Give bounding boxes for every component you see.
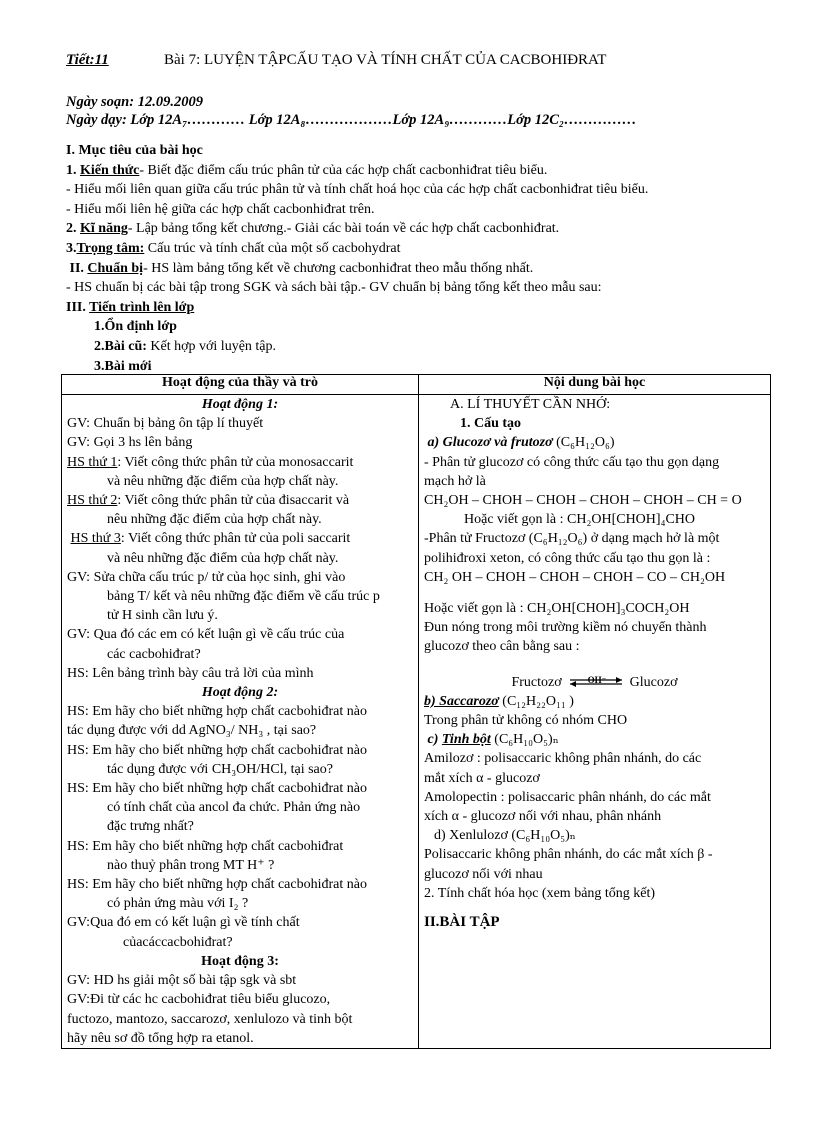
left-line: HS: Lên bảng trình bày câu trả lời của mình	[67, 665, 314, 681]
step-1: 1.Ổn định lớp	[94, 319, 177, 335]
knowledge-line: 1. Kiến thức- Biết đặc điểm cấu trúc phân tử của các hợp chất cacbonhiđrat tiêu biểu.	[66, 162, 548, 178]
col-header-content: Nội dung bài học	[419, 375, 771, 395]
lesson-table	[61, 374, 771, 1049]
right-line: polihiđroxi xeton, có công thức cấu tạo thu gọn là :	[424, 550, 711, 566]
content-cell	[419, 395, 771, 1049]
right-line: - Phân tử glucozơ có công thức cấu tạo thu gọn dạng	[424, 454, 720, 470]
left-line: GV: Sửa chữa cấu trúc p/ tử của học sinh, ghi vào	[67, 569, 346, 585]
exercises-heading: II.BÀI TẬP	[424, 914, 500, 931]
theory-heading: A. LÍ THUYẾT CẦN NHỚ:	[450, 397, 611, 412]
right-line: Hoặc viết gọn là : CH₂OH[CHOH]₄CHO	[464, 512, 696, 528]
left-line: GV: Gọi 3 hs lên bảng	[67, 435, 193, 451]
fructose-formula: CH₂ OH – CHOH – CHOH – CHOH – CO – CH₂OH	[424, 569, 726, 585]
skills-line: 2. Kĩ năng- Lập bảng tổng kết chương.- Giải các bài toán về các hợp chất cacbonhiđrat.	[66, 221, 560, 237]
step-2: 2.Bài cũ: Kết hợp với luyện tập.	[94, 338, 277, 354]
lesson-number: Tiết:11	[66, 52, 109, 68]
step-3: 3.Bài mới	[94, 358, 152, 374]
teach-date: Ngày dạy: Lớp 12A₇………… Lớp 12A₈………………Lớp 12A₉…………Lớp 12C₂……………	[66, 112, 637, 128]
left-line: và nêu những đặc điểm của hợp chất này.	[107, 550, 339, 566]
left-line: HS: Em hãy cho biết những hợp chất cacbohiđrat nào	[67, 877, 367, 893]
left-line: bảng T/ kết và nêu những đặc điểm về cấu trúc p	[107, 589, 380, 605]
right-line: glucozơ nối với nhau	[424, 866, 543, 882]
right-line: Đun nóng trong môi trường kiềm nó chuyển thành	[424, 620, 707, 636]
left-line: GV: Qua đó các em có kết luận gì về cấu trúc của	[67, 627, 345, 643]
left-line: tác dụng được với dd AgNO₃/ NH₃ , tại sao?	[67, 723, 317, 739]
catalyst-label: OH⁻	[587, 675, 607, 686]
left-line: GV: HD hs giải một số bài tập sgk và sbt	[67, 973, 297, 989]
preparation-line: II. Chuẩn bị- HS làm bảng tổng kết về chương cacbonhiđrat theo mẫu thống nhất.	[69, 260, 534, 276]
left-line: GV:Đi từ các hc cacbohiđrat tiêu biểu glucozo,	[67, 992, 331, 1008]
left-line: và nêu những đặc điểm của hợp chất này.	[107, 473, 339, 489]
right-line: Trong phân tử không có nhóm CHO	[424, 713, 628, 729]
right-line: glucozơ theo cân bằng sau :	[424, 639, 580, 655]
lesson-dates	[66, 93, 637, 129]
left-line: các cacbohiđrat?	[107, 646, 201, 662]
objectives-section	[66, 141, 766, 376]
right-line: Amilozơ : polisaccaric không phân nhánh, do các	[424, 751, 702, 767]
left-line: HS: Em hãy cho biết những hợp chất cacbohiđrat nào	[67, 781, 367, 797]
right-line: Polisaccaric không phân nhánh, do các mắt xích β -	[424, 847, 713, 863]
left-line: đặc trưng nhất?	[107, 819, 194, 835]
left-line: HS thứ 3: Viết công thức phân tử của poli saccarit	[70, 531, 351, 547]
structure-heading: 1. Cấu tạo	[460, 416, 522, 432]
left-line: củacáccacbohiđrat?	[123, 934, 233, 950]
chemical-properties-line: 2. Tính chất hóa học (xem bảng tổng kết)	[424, 885, 656, 901]
starch-heading: c) Tinh bột (C₆H₁₀O₅)ₙ	[427, 732, 559, 748]
cellulose-heading: d) Xenlulozơ (C₆H₁₀O₅)ₙ	[434, 828, 576, 844]
right-line: Amolopectin : polisaccaric phân nhánh, do các mắt	[424, 789, 711, 805]
table-body-row	[62, 395, 771, 1049]
left-line: tác dụng được với CH₃OH/HCl, tại sao?	[107, 761, 333, 777]
left-line: nào thuỷ phân trong MT H⁺ ?	[107, 857, 275, 873]
knowledge-line-2: - Hiểu mối liên quan giữa cấu trúc phân tử và tính chất hoá học của các hợp chất cacbonhiđrat tiêu biểu.	[66, 182, 649, 198]
left-line: HS thứ 2: Viết công thức phân tử của đisaccarit và	[67, 493, 350, 509]
right-line: mắt xích α - glucozơ	[424, 770, 540, 786]
left-line: có tính chất của ancol đa chức. Phản ứng nào	[107, 800, 361, 816]
equilibrium-arrow-icon	[566, 675, 626, 689]
glucose-fructose-heading: a) Glucozơ và frutozơ (C₆H₁₂O₆)	[427, 435, 615, 451]
left-line: HS: Em hãy cho biết những hợp chất cacbohiđrat nào	[67, 704, 367, 720]
left-line: HS: Em hãy cho biết những hợp chất cacbohiđrat nào	[67, 742, 367, 758]
fructose-label: Fructozơ	[511, 674, 562, 690]
activity-1-heading: Hoạt động 1:	[201, 397, 279, 412]
left-line: nêu những đặc điểm của hợp chất này.	[107, 512, 322, 528]
activity-2-heading: Hoạt động 2:	[201, 685, 279, 701]
left-line: hãy nêu sơ đồ tổng hợp ra etanol.	[67, 1030, 254, 1046]
lesson-title: Bài 7: LUYỆN TẬPCẤU TẠO VÀ TÍNH CHẤT CỦA CACBOHIĐRAT	[164, 52, 607, 68]
focus-line: 3.Trọng tâm: Cấu trúc và tính chất của một số cacbohydrat	[66, 240, 401, 256]
col-header-activities: Hoạt động của thầy và trò	[62, 375, 419, 395]
lesson-header	[66, 52, 766, 69]
left-line: tử H sinh cần lưu ý.	[107, 608, 218, 624]
knowledge-line-3: - Hiểu mối liên hệ giữa các hợp chất cacbonhiđrat trên.	[66, 201, 375, 217]
equilibrium-equation	[424, 673, 765, 692]
left-line: GV:Qua đó em có kết luận gì về tính chất	[67, 915, 300, 931]
activities-cell	[62, 395, 419, 1049]
glucose-label: Glucozơ	[629, 674, 678, 690]
prep-date: Ngày soạn: 12.09.2009	[66, 94, 203, 110]
right-line: xích α - glucozơ nối với nhau, phân nhánh	[424, 809, 662, 825]
right-line: Hoặc viết gọn là : CH₂OH[CHOH]₃COCH₂OH	[424, 601, 690, 617]
table-header-row	[62, 375, 771, 395]
saccharose-heading: b) Saccarozơ (C₁₂H₂₂O₁₁ )	[424, 693, 574, 709]
section-1-heading: I. Mục tiêu của bài học	[66, 143, 203, 158]
left-line: GV: Chuẩn bị bảng ôn tập lí thuyết	[67, 416, 264, 432]
left-line: HS: Em hãy cho biết những hợp chất cacbohiđrat	[67, 838, 344, 854]
preparation-line-2: - HS chuẩn bị các bài tập trong SGK và sách bài tập.- GV chuẩn bị bảng tổng kết theo mẫu sau:	[66, 280, 602, 296]
section-3-heading: III. Tiến trình lên lớp	[66, 299, 195, 315]
left-line: có phản ứng màu với I₂ ?	[107, 896, 249, 912]
activity-3-heading: Hoạt động 3:	[201, 953, 279, 969]
right-line: -Phân tử Fructozơ (C₆H₁₂O₆) ở dạng mạch hở là một	[424, 531, 720, 547]
glucose-formula: CH₂OH – CHOH – CHOH – CHOH – CHOH – CH = O	[424, 493, 742, 509]
left-line: fuctozo, mantozo, saccarozơ, xenlulozo và tinh bột	[67, 1011, 353, 1027]
right-line: mạch hở là	[424, 473, 486, 489]
left-line: HS thứ 1: Viết công thức phân tử của monosaccarit	[67, 454, 354, 470]
